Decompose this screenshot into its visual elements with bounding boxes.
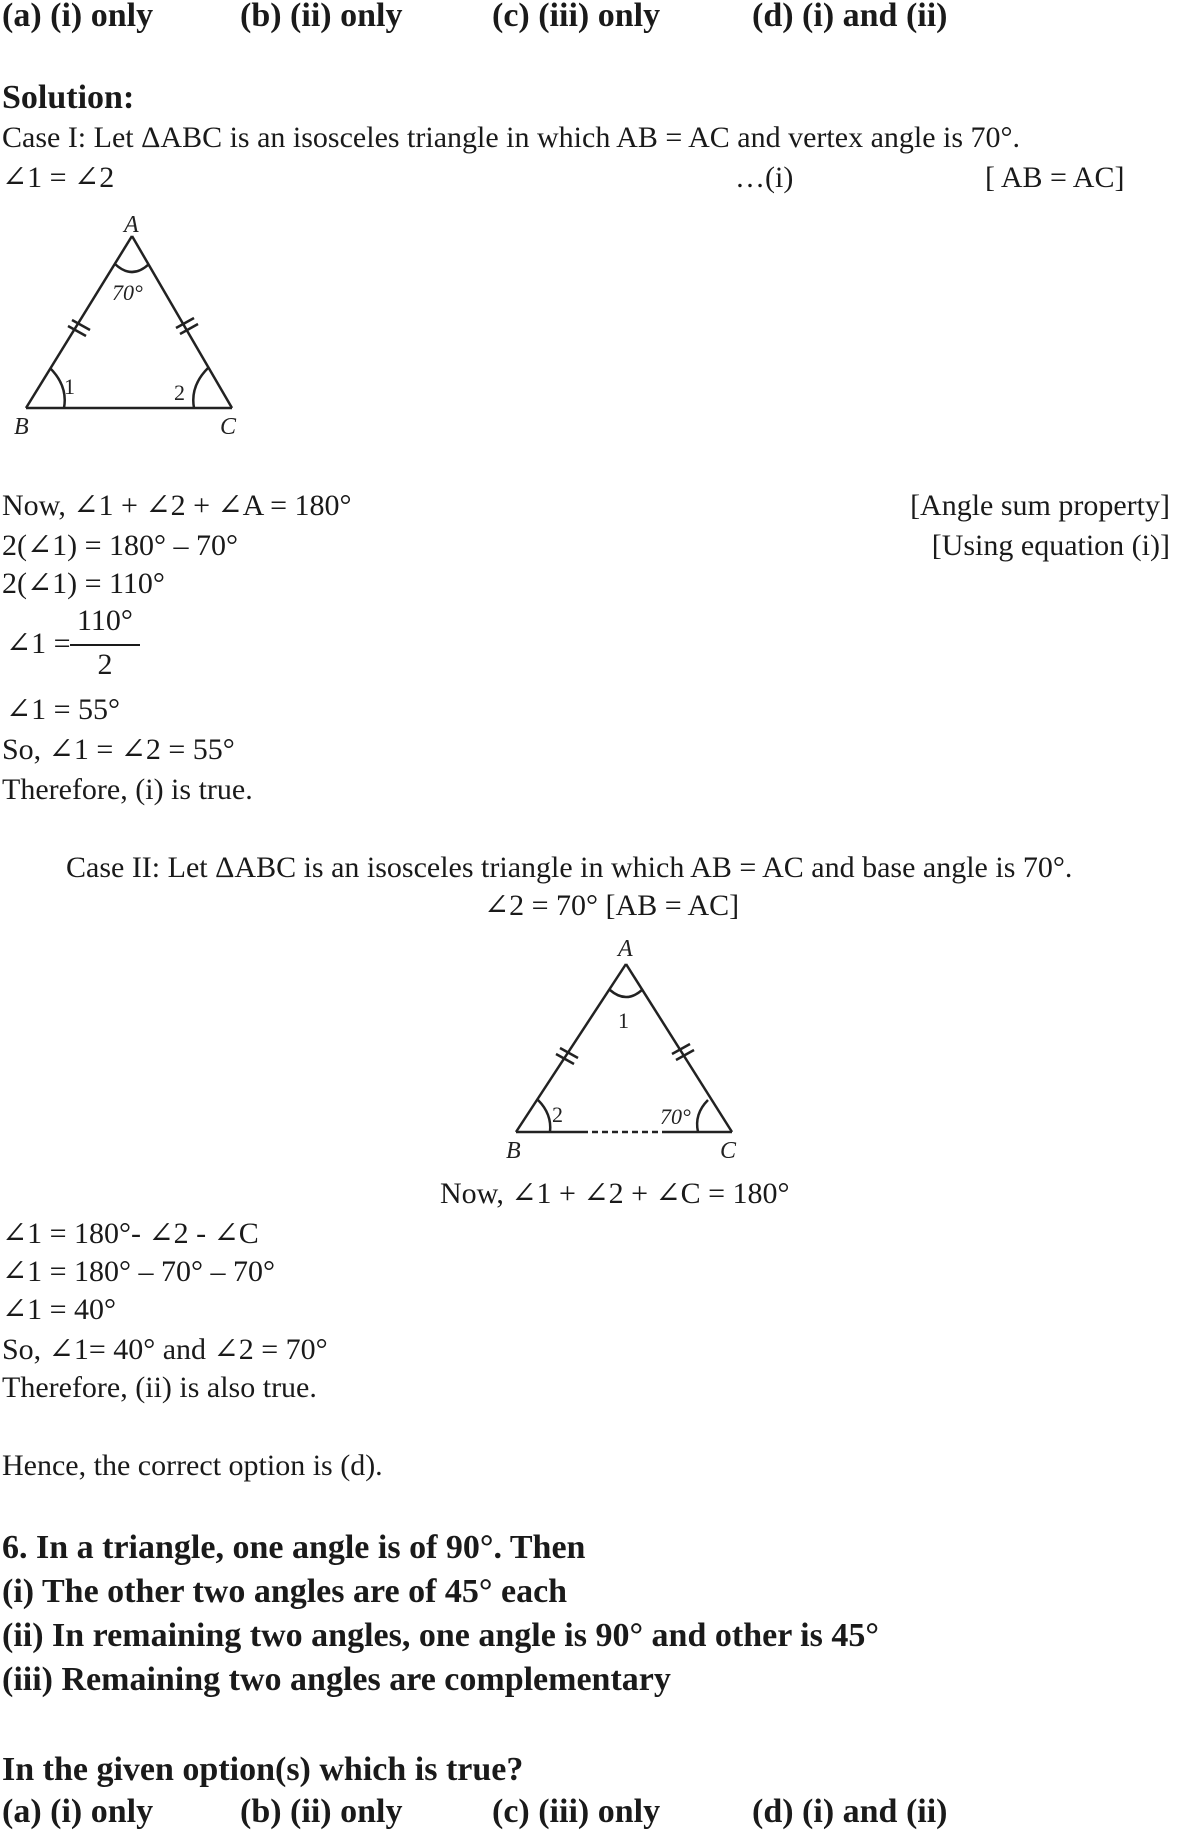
case1-step2-left: 2(∠1) = 180° – 70° [2, 529, 239, 562]
q6-prompt: In the given option(s) which is true? [2, 1751, 524, 1788]
case1-label-A: A [124, 212, 139, 238]
hence-line: Hence, the correct option is (d). [2, 1449, 383, 1482]
case2-step1: Now, ∠1 + ∠2 + ∠C = 180° [440, 1177, 790, 1210]
case1-eq1-left: ∠1 = ∠2 [2, 161, 115, 194]
top-option-b: (b) (ii) only [240, 0, 403, 34]
case1-fraction [70, 604, 140, 690]
q6-option-c: (c) (iii) only [492, 1793, 661, 1830]
case1-eq1-right: [ AB = AC] [985, 161, 1125, 194]
case1-eq1-mid: …(i) [735, 161, 794, 194]
case2-angle-1: 1 [618, 1008, 629, 1033]
case1-angle-1: 1 [64, 374, 75, 399]
case1-step5: So, ∠1 = ∠2 = 55° [2, 733, 235, 766]
q6-options-row [0, 1792, 1184, 1832]
case2-step3: ∠1 = 180° – 70° – 70° [2, 1255, 276, 1288]
case2-step5: So, ∠1= 40° and ∠2 = 70° [2, 1333, 328, 1366]
q6-option-b: (b) (ii) only [240, 1793, 403, 1830]
case2-label-B: B [506, 1138, 521, 1164]
case1-frac-lhs: ∠1 = [6, 627, 71, 660]
case2-step4: ∠1 = 40° [2, 1293, 117, 1326]
case2-step2: ∠1 = 180°- ∠2 - ∠C [2, 1217, 259, 1250]
top-option-a: (a) (i) only [2, 0, 154, 34]
case1-angle-top: 70° [112, 280, 143, 305]
q6-item-i: (i) The other two angles are of 45° each [2, 1573, 568, 1610]
case2-eq: ∠2 = 70° [AB = AC] [484, 889, 740, 922]
case1-label-B: B [14, 414, 29, 440]
case1-step3: 2(∠1) = 110° [2, 567, 165, 600]
q6-option-a: (a) (i) only [2, 1793, 154, 1830]
solution-heading: Solution: [2, 79, 135, 116]
case1-angle-2: 2 [174, 380, 185, 405]
case1-statement: Case I: Let ΔABC is an isosceles triangle in which AB = AC and vertex angle is 70°. [2, 121, 1021, 154]
case2-label-A: A [618, 936, 633, 962]
case2-statement: Case II: Let ΔABC is an isosceles triangle in which AB = AC and base angle is 70°. [66, 851, 1073, 884]
case2-triangle-figure [490, 928, 760, 1168]
case1-conclusion: Therefore, (i) is true. [2, 773, 253, 806]
top-option-c: (c) (iii) only [492, 0, 661, 34]
case2-angle-base: 70° [660, 1104, 691, 1129]
fraction-bar [70, 644, 140, 646]
case1-step4: ∠1 = 55° [6, 693, 121, 726]
case1-step2-right: [Using equation (i)] [931, 529, 1170, 562]
case1-frac-den: 2 [97, 648, 113, 681]
q6-item-ii: (ii) In remaining two angles, one angle is 90° and other is 45° [2, 1617, 879, 1654]
case2-angle-2: 2 [552, 1102, 563, 1127]
q6-title: 6. In a triangle, one angle is of 90°. Then [2, 1529, 586, 1566]
q6-item-iii: (iii) Remaining two angles are complementary [2, 1661, 671, 1698]
top-option-d: (d) (i) and (ii) [752, 0, 948, 34]
case1-frac-num: 110° [77, 604, 133, 637]
q6-option-d: (d) (i) and (ii) [752, 1793, 948, 1830]
case1-step1-left: Now, ∠1 + ∠2 + ∠A = 180° [2, 489, 352, 522]
case1-step1-right: [Angle sum property] [910, 489, 1170, 522]
case1-label-C: C [220, 414, 237, 440]
top-options-row [0, 0, 1184, 36]
case1-triangle-figure [0, 208, 260, 448]
case2-conclusion: Therefore, (ii) is also true. [2, 1371, 317, 1404]
case2-label-C: C [720, 1138, 737, 1164]
